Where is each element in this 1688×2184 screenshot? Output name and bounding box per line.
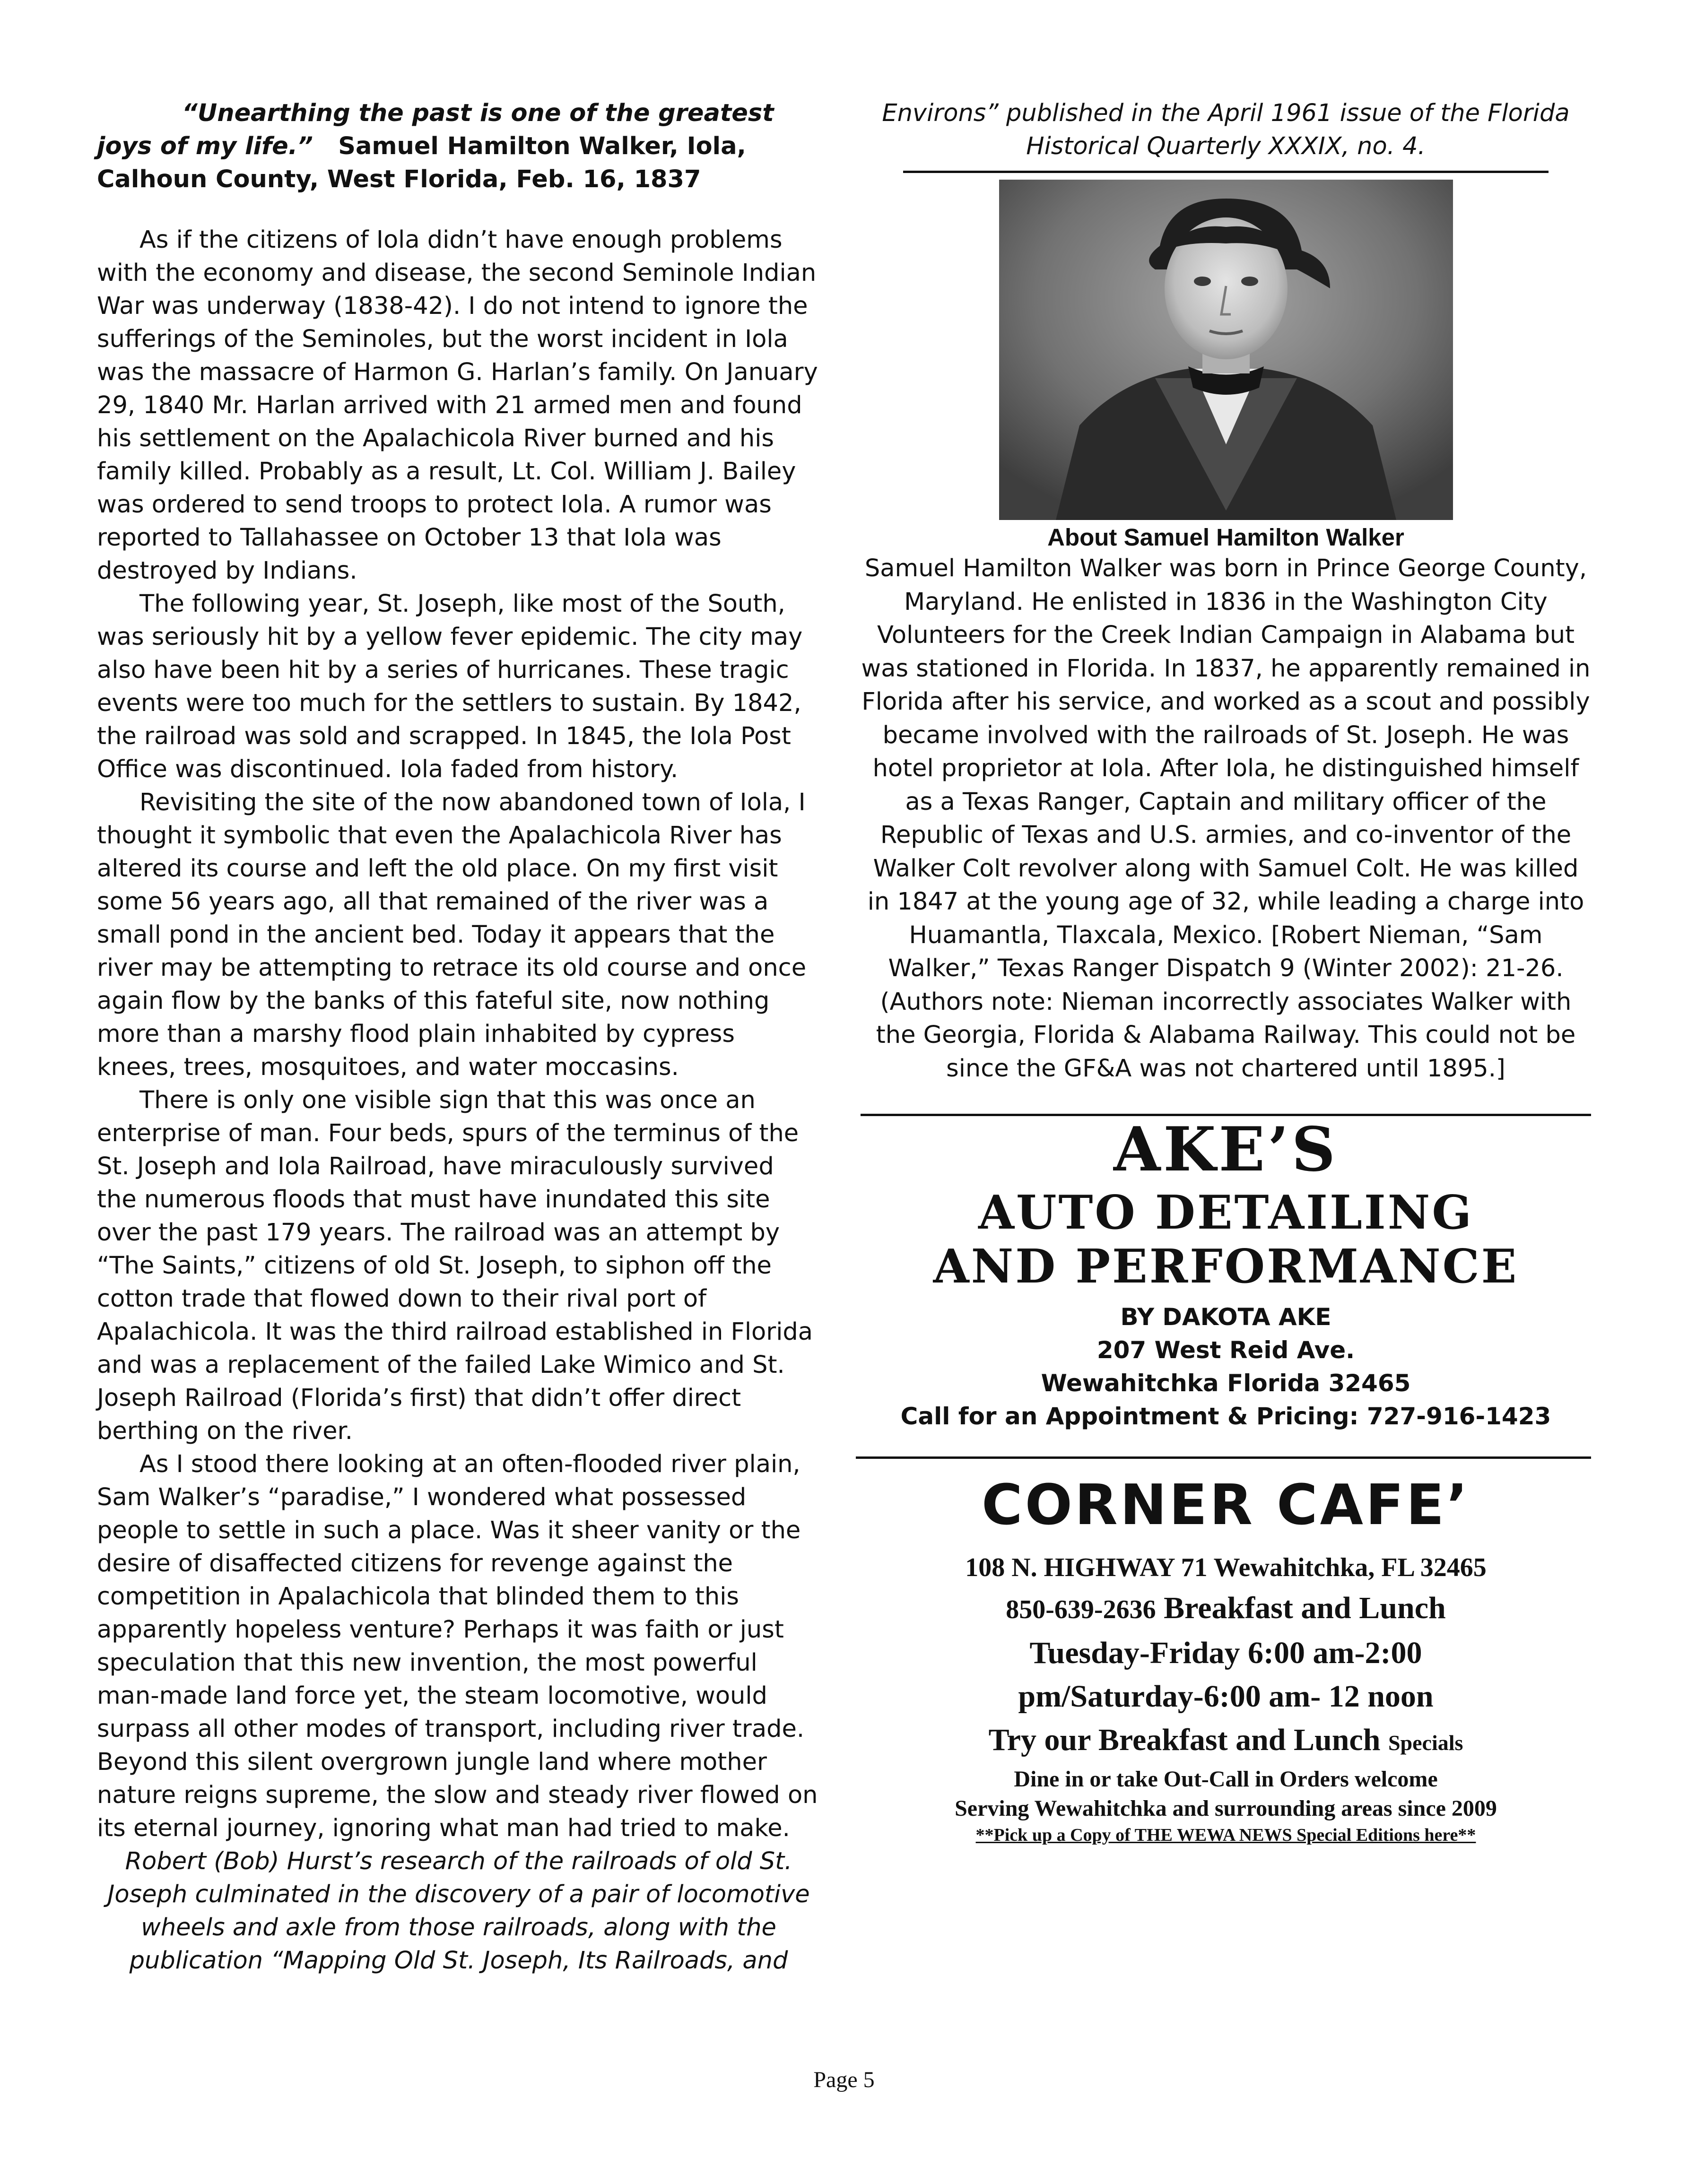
ake-address: 207 West Reid Ave. <box>1096 1336 1355 1364</box>
cafe-title: CORNER CAFE’ <box>981 1472 1470 1537</box>
opening-quote <box>97 97 820 196</box>
article-paragraph: As I stood there looking at an often-flooded river plain, Sam Walker’s “paradise,” I wondered what possessed people to settle in such a place. Was it sheer vanity or the desire of disaffected citizens for revenge against the competition in Apalachicola that blinded them to this apparently hopeless venture? Perhaps it was faith or just speculation that this new invention, the most powerful man-made land force yet, the steam locomotive, would surpass all other modes of transport, including river trade. Beyond this silent overgrown jungle land where mother nature reigns supreme, the slow and steady river flowed on its eternal journey, ignoring what man had tried to make. <box>97 1450 818 1842</box>
caption-title: About Samuel Hamilton Walker <box>1047 524 1404 551</box>
ake-advertisement <box>861 1114 1591 1433</box>
cafe-phone: 850-639-2636 <box>1006 1595 1156 1624</box>
cafe-phone-line <box>861 1586 1591 1631</box>
author-note: Robert (Bob) Hurst’s research of the railroads of old St. Joseph culminated in the discovery of a pair of locomotive wheels and axle from those railroads, along with the publication “Mapping Old St. Joseph, Its Railroads, and <box>107 1847 810 1975</box>
cafe-dine: Dine in or take Out-Call in Orders welcome <box>1014 1767 1438 1792</box>
biography-text: Samuel Hamilton Walker was born in Prince George County, Maryland. He enlisted in 1836 in the Washington City Volunteers for the Creek Indian Campaign in Alabama but was stationed in Florida. In 1837, he apparently remained in Florida after his service, and worked as a scout and possibly became involved with the railroads of St. Joseph. He was hotel proprietor at Iola. After Iola, he distinguished himself as a Texas Ranger, Captain and military officer of the Republic of Texas and U.S. armies, and co-inventor of the Walker Colt revolver along with Samuel Colt. He was killed in 1847 at the young age of 32, while leading a charge into Huamantla, Tlaxcala, Mexico. [Robert Nieman, “Sam Walker,” Texas Ranger Dispatch 9 (Winter 2002): 21-26. (Authors note: Nieman incorrectly associates Walker with the Georgia, Florida & Alabama Railway. This could not be since the GF&A was not chartered until 1895.] <box>861 555 1591 1083</box>
article-paragraph: The following year, St. Joseph, like most of the South, was seriously hit by a yellow fever epidemic. The city may also have been hit by a series of hurricanes. These tragic events were too much for the settlers to sustain. By 1842, the railroad was sold and scrapped. In 1845, the Iola Post Office was discontinued. Iola faded from history. <box>97 590 803 783</box>
cafe-specials <box>861 1718 1591 1765</box>
ake-call: Call for an Appointment & Pricing: 727-916-1423 <box>900 1403 1551 1430</box>
portrait-illustration <box>999 180 1453 520</box>
ake-owner: BY DAKOTA AKE <box>1120 1303 1331 1331</box>
article-paragraph: Revisiting the site of the now abandoned town of Iola, I thought it symbolic that even the Apalachicola River has altered its course and left the old place. On my first visit some 56 years ago, all that remained of the river was a small pond in the ancient bed. Today it appears that the river may be attempting to retrace its old course and once again flow by the banks of this fateful site, now nothing more than a marshy flood plain inhabited by cypress knees, trees, mosquitoes, and water moccasins. <box>97 789 807 1081</box>
cafe-hours-2: pm/Saturday-6:00 am- 12 noon <box>1018 1679 1434 1714</box>
cafe-specials-small: Specials <box>1388 1731 1463 1755</box>
author-note-continuation: Environs” published in the April 1961 issue of the Florida Historical Quarterly XXXIX, no. 4. <box>882 99 1570 160</box>
divider <box>856 1456 1591 1459</box>
cafe-meals: Breakfast and Lunch <box>1164 1591 1446 1625</box>
cafe-pickup: **Pick up a Copy of THE WEWA NEWS Special Editions here** <box>975 1825 1476 1845</box>
ake-subtitle-line1: AUTO DETAILING <box>978 1186 1474 1240</box>
ake-subtitle-line2: AND PERFORMANCE <box>933 1239 1519 1294</box>
article-paragraph: As if the citizens of Iola didn’t have enough problems with the economy and disease, the second Seminole Indian War was underway (1838-42). I do not intend to ignore the sufferings of the Seminoles, but the worst incident in Iola was the massacre of Harmon G. Harlan’s family. On January 29, 1840 Mr. Harlan arrived with 21 armed men and found his settlement on the Apalachicola River burned and his family killed. Probably as a result, Lt. Col. William J. Bailey was ordered to send troops to protect Iola. A rumor was reported to Tallahassee on October 13 that Iola was destroyed by Indians. <box>97 226 818 585</box>
cafe-hours-1: Tuesday-Friday 6:00 am-2:00 <box>1029 1636 1422 1670</box>
quote-text: “Unearthing the past is one of the greatest joys of my life.” <box>97 99 774 160</box>
sidebar-column <box>861 97 1591 1847</box>
ake-city: Wewahitchka Florida 32465 <box>1041 1369 1411 1397</box>
portrait-photo <box>999 180 1453 520</box>
page-number: Page 5 <box>813 2067 875 2092</box>
cafe-address: 108 N. HIGHWAY 71 Wewahitchka, FL 32465 <box>965 1553 1487 1582</box>
cafe-serving: Serving Wewahitchka and surrounding areas since 2009 <box>955 1796 1497 1821</box>
quote-attribution: Samuel Hamilton Walker, Iola, Calhoun County, West Florida, Feb. 16, 1837 <box>97 132 746 193</box>
cafe-advertisement <box>861 1469 1591 1847</box>
divider <box>903 171 1549 173</box>
article-column <box>97 97 820 1977</box>
article-paragraph: There is only one visible sign that this was once an enterprise of man. Four beds, spurs of the terminus of the St. Joseph and Iola Railroad, have miraculously survived the numerous floods that must have inundated this site over the past 179 years. The railroad was an attempt by “The Saints,” citizens of old St. Joseph, to siphon off the cotton trade that flowed down to their rival port of Apalachicola. It was the third railroad established in Florida and was a replacement of the failed Lake Wimico and St. Joseph Railroad (Florida’s first) that didn’t offer direct berthing on the river. <box>97 1086 813 1445</box>
cafe-specials-main: Try our Breakfast and Lunch <box>988 1723 1381 1757</box>
ake-title: AKE’S <box>1113 1114 1339 1185</box>
